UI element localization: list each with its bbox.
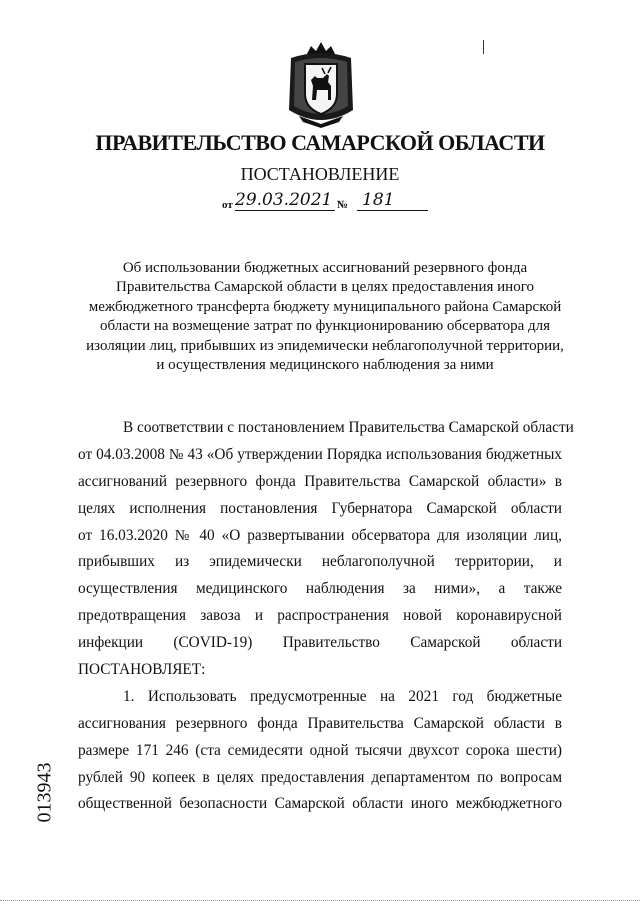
subject-line: межбюджетного трансферта бюджету муниципального района Самарской: [88, 298, 562, 315]
date-underline: [235, 210, 335, 211]
document-date-number: [222, 192, 428, 216]
body-line: от 04.03.2008 № 43 «Об утверждении Порядка использования бюджетных: [78, 445, 562, 463]
organization-title: ПРАВИТЕЛЬСТВО САМАРСКОЙ ОБЛАСТИ: [95, 130, 545, 155]
coat-of-arms-emblem: [285, 40, 357, 128]
number-underline: [357, 210, 428, 211]
date-prefix: от: [222, 199, 233, 211]
body-line: от 16.03.2020 № 40 «О развертывании обсерватора для изоляции лиц,: [78, 526, 562, 544]
margin-mark: [483, 40, 484, 54]
side-registration-code: [33, 760, 57, 826]
body-line: прибывших из эпидемически неблагополучной территории, и: [78, 553, 562, 571]
document-type: ПОСТАНОВЛЕНИЕ: [240, 164, 400, 184]
body-line: инфекции (COVID-19) Правительство Самарской области: [78, 634, 562, 652]
document-body: [78, 415, 574, 818]
subject-line: Правительства Самарской области в целях предоставления иного: [116, 279, 534, 296]
subject-line: области на возмещение затрат по функционированию обсерватора для: [99, 318, 550, 335]
subject-line: и осуществления медицинского наблюдения за ними: [156, 357, 494, 374]
body-line: предотвращения завоза и распространения новой коронавирусной: [78, 607, 562, 625]
scan-edge: [0, 900, 640, 903]
document-subject: [80, 259, 570, 375]
body-line: размере 171 246 (ста семидесяти одной тысячи двухсот сорока шести): [78, 741, 562, 759]
body-line: общественной безопасности Самарской области иного межбюджетного: [78, 795, 562, 813]
body-line: 1. Использовать предусмотренные на 2021 год бюджетные: [123, 687, 562, 705]
body-line: осуществления медицинского наблюдения за ними», а также: [78, 580, 562, 598]
side-code-text: 013943: [33, 762, 56, 823]
subject-line: изоляции лиц, прибывших из эпидемически неблагополучной территории,: [86, 337, 564, 354]
handwritten-number: 181: [362, 190, 395, 210]
body-line: рублей 90 копеек в целях предоставления департаментом по вопросам: [78, 768, 562, 786]
number-prefix: №: [337, 199, 349, 211]
body-line: ПОСТАНОВЛЯЕТ:: [78, 661, 206, 679]
body-line: В соответствии с постановлением Правительства Самарской области: [123, 419, 574, 436]
handwritten-date: 29.03.2021: [235, 190, 333, 210]
body-line: ассигнования резервного фонда Правительства Самарской области в: [78, 714, 562, 732]
subject-line: Об использовании бюджетных ассигнований резервного фонда: [122, 260, 528, 276]
body-line: целях исполнения постановления Губернатора Самарской области: [78, 499, 562, 517]
body-line: ассигнований резервного фонда Правительства Самарской области» в: [78, 472, 562, 490]
